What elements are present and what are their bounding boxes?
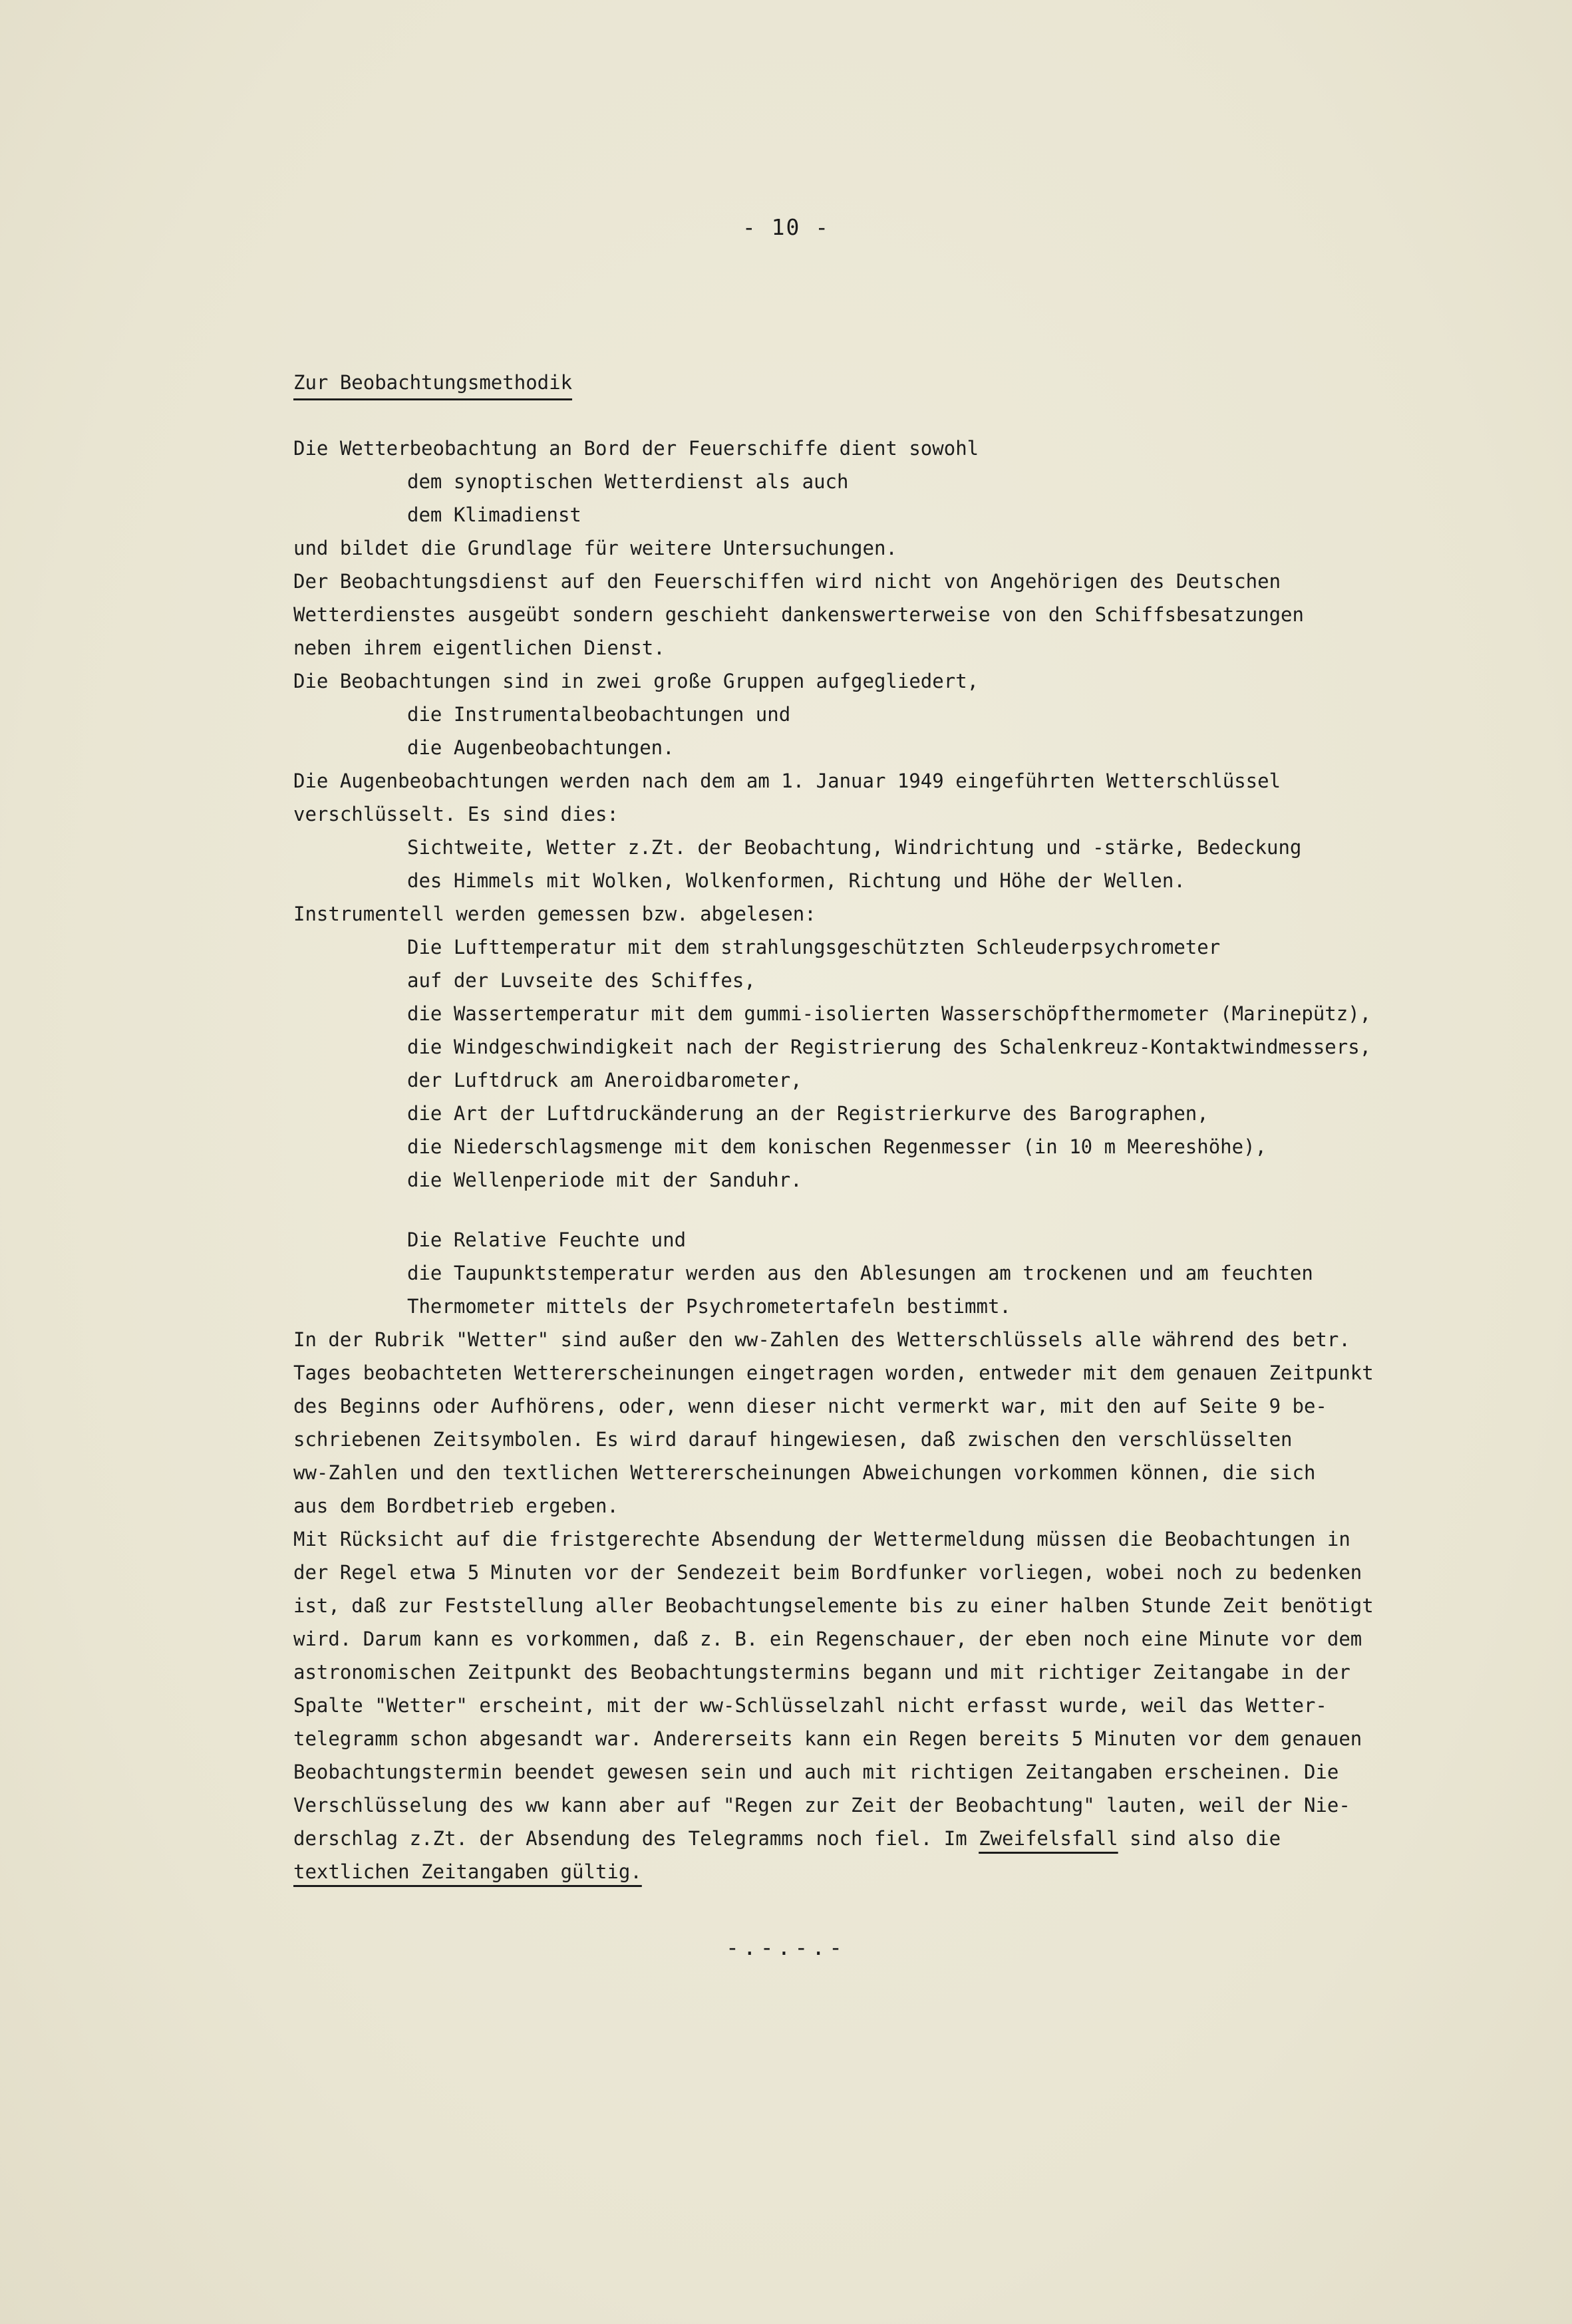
text-line: wird. Darum kann es vorkommen, daß z. B. ein Regenschauer, der eben noch eine Minute vor dem bbox=[293, 1628, 1362, 1650]
text-line: und bildet die Grundlage für weitere Untersuchungen. bbox=[293, 537, 897, 559]
closing-marks: -.-.-.- bbox=[725, 1934, 847, 1960]
text-line: die Art der Luftdruckänderung an der Registrierkurve des Barographen, bbox=[407, 1102, 1209, 1125]
text-line: Mit Rücksicht auf die fristgerechte Absendung der Wettermeldung müssen die Beobachtungen in bbox=[293, 1528, 1350, 1550]
text-line: Die Lufttemperatur mit dem strahlungsgeschützten Schleuderpsychrometer bbox=[407, 936, 1221, 958]
text-line: aus dem Bordbetrieb ergeben. bbox=[293, 1495, 619, 1517]
text-line: die Niederschlagsmenge mit dem konischen Regenmesser (in 10 m Meereshöhe), bbox=[407, 1135, 1267, 1158]
text-line: Tages beobachteten Wettererscheinungen eingetragen worden, entweder mit dem genauen Zeitpunkt bbox=[293, 1362, 1374, 1384]
text-line: auf der Luvseite des Schiffes, bbox=[407, 969, 756, 992]
section-heading: Zur Beobachtungsmethodik bbox=[293, 371, 573, 394]
text-line: dem synoptischen Wetterdienst als auch bbox=[407, 470, 849, 493]
text-line: Die Wetterbeobachtung an Bord der Feuerschiffe dient sowohl bbox=[293, 437, 979, 460]
text-line: der Luftdruck am Aneroidbarometer, bbox=[407, 1069, 802, 1091]
text-line: derschlag z.Zt. der Absendung des Telegramms noch fiel. Im Zweifelsfall sind also die bbox=[293, 1827, 1281, 1850]
text-line: Beobachtungstermin beendet gewesen sein und auch mit richtigen Zeitangaben erscheinen. Die bbox=[293, 1761, 1339, 1783]
text-line: In der Rubrik "Wetter" sind außer den ww-Zahlen des Wetterschlüssels alle während des betr. bbox=[293, 1328, 1350, 1351]
text-line: Die Augenbeobachtungen werden nach dem am 1. Januar 1949 eingeführten Wetterschlüssel bbox=[293, 770, 1281, 792]
text-line: Wetterdienstes ausgeübt sondern geschieht dankenswerterweise von den Schiffsbesatzungen bbox=[293, 603, 1304, 626]
text-line: die Augenbeobachtungen. bbox=[407, 736, 675, 759]
text-line: der Regel etwa 5 Minuten vor der Sendezeit beim Bordfunker vorliegen, wobei noch zu bedenken bbox=[293, 1561, 1362, 1584]
text-fragment: sind also die bbox=[1118, 1827, 1281, 1850]
text-line: die Windgeschwindigkeit nach der Registrierung des Schalenkreuz-Kontaktwindmessers, bbox=[407, 1036, 1372, 1058]
text-line: astronomischen Zeitpunkt des Beobachtungstermins begann und mit richtiger Zeitangabe in der bbox=[293, 1661, 1350, 1683]
text-line: des Himmels mit Wolken, Wolkenformen, Richtung und Höhe der Wellen. bbox=[407, 869, 1185, 892]
text-line: die Wassertemperatur mit dem gummi-isolierten Wasserschöpfthermometer (Marinepütz), bbox=[407, 1002, 1372, 1025]
text-fragment: Im bbox=[932, 1827, 979, 1850]
text-line: Die Relative Feuchte und bbox=[407, 1229, 687, 1251]
text-line: telegramm schon abgesandt war. Andererseits kann ein Regen bereits 5 Minuten vor dem genauen bbox=[293, 1727, 1362, 1750]
page-number: - 10 - bbox=[742, 214, 830, 240]
text-line: die Wellenperiode mit der Sanduhr. bbox=[407, 1169, 802, 1191]
text-line: neben ihrem eigentlichen Dienst. bbox=[293, 637, 665, 659]
text-line: Spalte "Wetter" erscheint, mit der ww-Schlüsselzahl nicht erfasst wurde, weil das Wetter- bbox=[293, 1694, 1327, 1717]
text-line: Verschlüsselung des ww kann aber auf "Regen zur Zeit der Beobachtung" lauten, weil der Nie- bbox=[293, 1794, 1350, 1816]
text-line: Die Beobachtungen sind in zwei große Gruppen aufgegliedert, bbox=[293, 670, 979, 692]
text-line: Sichtweite, Wetter z.Zt. der Beobachtung, Windrichtung und -stärke, Bedeckung bbox=[407, 836, 1302, 859]
text-line: schriebenen Zeitsymbolen. Es wird darauf hingewiesen, daß zwischen den verschlüsselten bbox=[293, 1428, 1293, 1451]
text-line: Thermometer mittels der Psychrometertafeln bestimmt. bbox=[407, 1295, 1011, 1318]
text-line: ist, daß zur Feststellung aller Beobachtungselemente bis zu einer halben Stunde Zeit benötigt bbox=[293, 1594, 1374, 1617]
text-line: dem Klimadienst bbox=[407, 504, 581, 526]
text-line: die Instrumentalbeobachtungen und bbox=[407, 703, 791, 726]
text-line: ww-Zahlen und den textlichen Wettererscheinungen Abweichungen vorkommen können, die sich bbox=[293, 1461, 1316, 1484]
final-underlined-line: textlichen Zeitangaben gültig. bbox=[293, 1860, 642, 1883]
text-line: Instrumentell werden gemessen bzw. abgelesen: bbox=[293, 903, 816, 925]
text-line: verschlüsselt. Es sind dies: bbox=[293, 803, 619, 825]
underlined-word: Zweifelsfall bbox=[979, 1827, 1118, 1850]
text-line: die Taupunktstemperatur werden aus den Ablesungen am trockenen und am feuchten bbox=[407, 1262, 1313, 1284]
text-line: Der Beobachtungsdienst auf den Feuerschiffen wird nicht von Angehörigen des Deutschen bbox=[293, 570, 1281, 593]
text-line: des Beginns oder Aufhörens, oder, wenn dieser nicht vermerkt war, mit den auf Seite 9 be- bbox=[293, 1395, 1327, 1417]
